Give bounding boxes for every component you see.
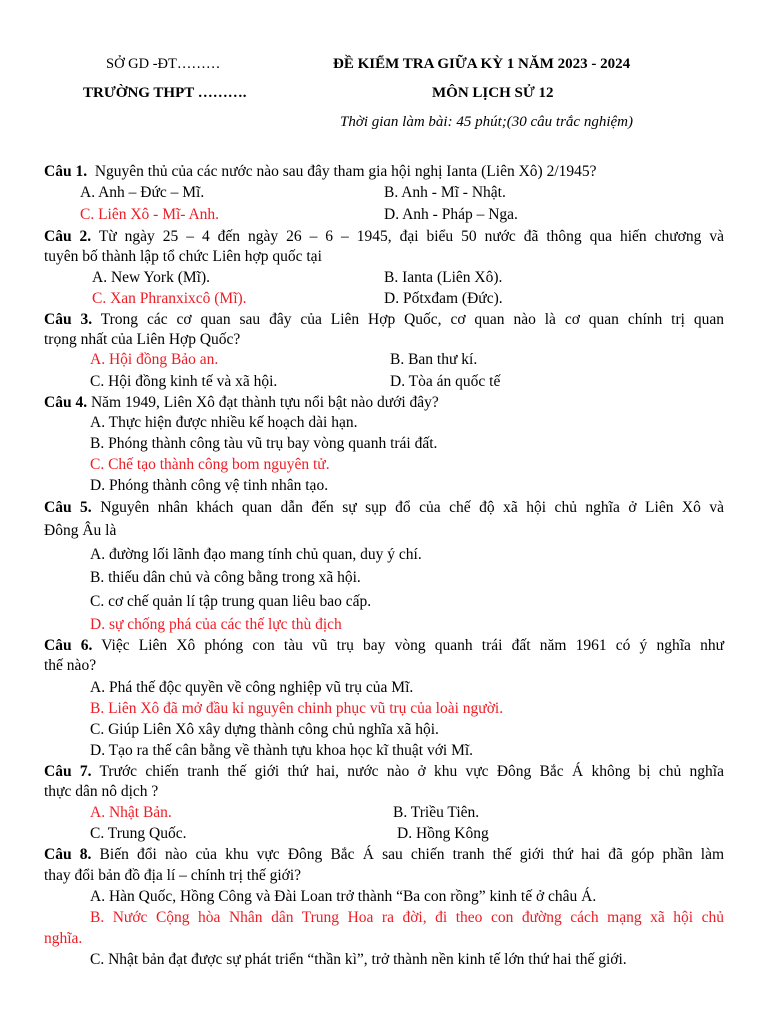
q6-option-a[interactable]: A. Phá thế độc quyền về công nghiệp vũ trụ của Mĩ. bbox=[90, 679, 414, 696]
q7-option-d[interactable]: D. Hồng Kông bbox=[397, 825, 489, 842]
question-8-stem-line1 bbox=[44, 845, 724, 865]
question-text: Trong các cơ quan sau đây của Liên Hợp Quốc, cơ quan nào là cơ quan chính trị quan bbox=[100, 311, 724, 328]
q4-option-b[interactable]: B. Phóng thành công tàu vũ trụ bay vòng quanh trái đất. bbox=[90, 435, 438, 452]
q2-option-d[interactable]: D. Pốtxđam (Đức). bbox=[384, 290, 503, 307]
question-4-stem bbox=[44, 393, 439, 413]
q5-option-a[interactable]: A. đường lối lãnh đạo mang tính chủ quan, duy ý chí. bbox=[90, 546, 422, 563]
question-text: Biến đổi nào của khu vực Đông Bắc Á sau chiến tranh thế giới thứ hai đã góp phần làm bbox=[99, 846, 724, 863]
q1-option-c-answer[interactable]: C. Liên Xô - Mĩ- Anh. bbox=[80, 206, 220, 223]
question-text: Năm 1949, Liên Xô đạt thành tựu nổi bật nào dưới đây? bbox=[90, 394, 439, 411]
question-label: Câu 3. bbox=[44, 311, 93, 328]
q5-option-b[interactable]: B. thiếu dân chủ và công bằng trong xã hội. bbox=[90, 569, 361, 586]
question-label: Câu 4. bbox=[44, 394, 88, 411]
question-7-stem-line2: thực dân nô dịch ? bbox=[44, 783, 159, 800]
question-3-stem-line2: trọng nhất của Liên Hợp Quốc? bbox=[44, 331, 241, 348]
question-label: Câu 6. bbox=[44, 637, 93, 654]
q2-option-c-answer[interactable]: C. Xan Phranxixcô (Mĩ). bbox=[92, 290, 247, 307]
time-note: Thời gian làm bài: 45 phút;(30 câu trắc nghiệm) bbox=[340, 114, 633, 130]
question-text: Từ ngày 25 – 4 đến ngày 26 – 6 – 1945, đại biểu 50 nước đã thông qua hiến chương và bbox=[98, 228, 724, 245]
question-2-stem-line2: tuyên bố thành lập tổ chức Liên hợp quốc tại bbox=[44, 248, 322, 265]
question-1-stem bbox=[44, 162, 597, 182]
department-label: SỞ GD -ĐT……… bbox=[106, 56, 221, 72]
q1-option-a[interactable]: A. Anh – Đức – Mĩ. bbox=[80, 184, 205, 201]
question-6-stem-line1 bbox=[44, 636, 724, 656]
q2-option-a[interactable]: A. New York (Mĩ). bbox=[92, 269, 210, 286]
q7-option-b[interactable]: B. Triều Tiên. bbox=[393, 804, 480, 821]
question-text: Việc Liên Xô phóng con tàu vũ trụ bay vòng quanh trái đất năm 1961 có ý nghĩa như bbox=[101, 637, 724, 654]
school-label: TRƯỜNG THPT ………. bbox=[83, 85, 247, 101]
question-label: Câu 8. bbox=[44, 846, 92, 863]
q8-option-b-answer-continued: nghĩa. bbox=[44, 930, 83, 947]
q7-option-c[interactable]: C. Trung Quốc. bbox=[90, 825, 187, 842]
q8-option-a[interactable]: A. Hàn Quốc, Hồng Công và Đài Loan trở thành “Ba con rồng” kinh tế ở châu Á. bbox=[90, 888, 597, 905]
q4-option-a[interactable]: A. Thực hiện được nhiều kế hoạch dài hạn. bbox=[90, 414, 358, 431]
q6-option-c[interactable]: C. Giúp Liên Xô xây dựng thành công chủ nghĩa xã hội. bbox=[90, 721, 439, 738]
q5-option-d-answer[interactable]: D. sự chống phá của các thế lực thù địch bbox=[90, 616, 342, 633]
question-7-stem-line1 bbox=[44, 762, 724, 782]
question-label: Câu 1. bbox=[44, 163, 88, 180]
q2-option-b[interactable]: B. Ianta (Liên Xô). bbox=[384, 269, 503, 286]
question-3-stem-line1 bbox=[44, 310, 724, 330]
question-text: Trước chiến tranh thế giới thứ hai, nước nào ở khu vực Đông Bắc Á không bị chủ nghĩa bbox=[99, 763, 724, 780]
question-5-stem-line1 bbox=[44, 498, 724, 518]
question-8-stem-line2: thay đổi bản đồ địa lí – chính trị thế giới? bbox=[44, 867, 302, 884]
exam-title: ĐỀ KIỂM TRA GIỮA KỲ 1 NĂM 2023 - 2024 bbox=[333, 56, 631, 72]
q8-option-c[interactable]: C. Nhật bản đạt được sự phát triển “thần kì”, trở thành nền kinh tế lớn thứ hai thế giới. bbox=[90, 951, 627, 968]
q5-option-c[interactable]: C. cơ chế quản lí tập trung quan liêu bao cấp. bbox=[90, 593, 372, 610]
question-label: Câu 7. bbox=[44, 763, 92, 780]
subject-title: MÔN LỊCH SỬ 12 bbox=[432, 85, 554, 101]
q4-option-d[interactable]: D. Phóng thành công vệ tinh nhân tạo. bbox=[90, 477, 329, 494]
question-text: Nguyên nhân khách quan dẫn đến sự sụp đổ của chế độ xã hội chủ nghĩa ở Liên Xô và bbox=[100, 499, 724, 516]
q7-option-a-answer[interactable]: A. Nhật Bản. bbox=[90, 804, 172, 821]
question-6-stem-line2: thế nào? bbox=[44, 657, 97, 674]
q3-option-c[interactable]: C. Hội đồng kinh tế và xã hội. bbox=[90, 373, 278, 390]
question-2-stem-line1 bbox=[44, 227, 724, 247]
q6-option-b-answer[interactable]: B. Liên Xô đã mở đầu kỉ nguyên chinh phục vũ trụ của loài người. bbox=[90, 700, 504, 717]
question-label: Câu 2. bbox=[44, 228, 92, 245]
q3-option-a-answer[interactable]: A. Hội đồng Bảo an. bbox=[90, 351, 219, 368]
question-5-stem-line2: Đông Âu là bbox=[44, 522, 117, 539]
q4-option-c-answer[interactable]: C. Chế tạo thành công bom nguyên tử. bbox=[90, 456, 330, 473]
q3-option-d[interactable]: D. Tòa án quốc tế bbox=[390, 373, 501, 390]
q8-option-b-answer[interactable]: B. Nước Cộng hòa Nhân dân Trung Hoa ra đời, đi theo con đường cách mạng xã hội chủ bbox=[90, 909, 724, 926]
q1-option-d[interactable]: D. Anh - Pháp – Nga. bbox=[384, 206, 518, 223]
q1-option-b[interactable]: B. Anh - Mĩ - Nhật. bbox=[384, 184, 506, 201]
question-text: Nguyên thủ của các nước nào sau đây tham gia hội nghị Ianta (Liên Xô) 2/1945? bbox=[94, 163, 597, 180]
q6-option-d[interactable]: D. Tạo ra thế cân bằng về thành tựu khoa học kĩ thuật với Mĩ. bbox=[90, 742, 474, 759]
q3-option-b[interactable]: B. Ban thư kí. bbox=[390, 351, 478, 368]
question-label: Câu 5. bbox=[44, 499, 92, 516]
